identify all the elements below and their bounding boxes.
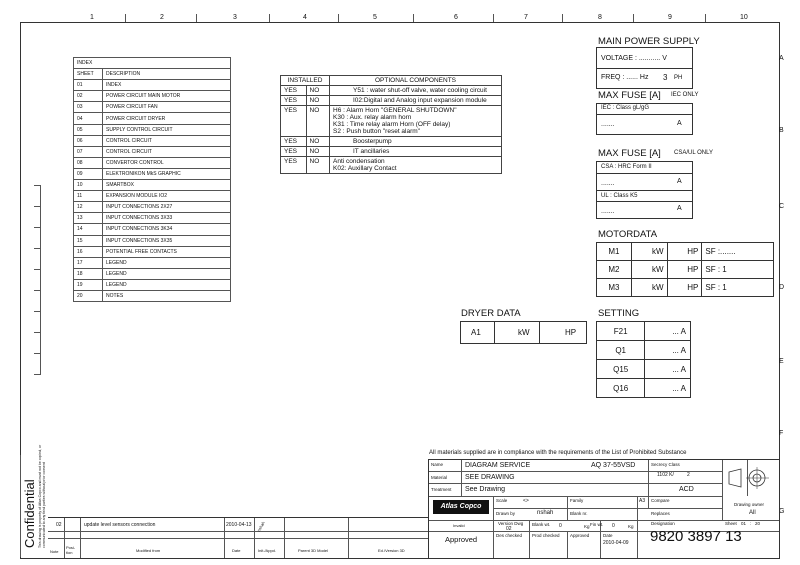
drawn-by-value: nshah [537,510,554,516]
csa-unit: A [677,178,682,185]
option-line: S2 : Push button "reset alarm" [333,128,420,135]
index-header-sheet: SHEET [74,69,103,80]
index-sheet-number: 05 [74,124,103,135]
designation-label: Designation [651,521,675,526]
revision-description: update level sensors connection [84,522,156,528]
index-row [74,224,231,235]
motor-kw: kW [631,243,667,261]
sheet-label: Sheet [725,521,737,526]
projection-symbol-icon [727,464,773,492]
divider [597,114,692,115]
option-line: K02: Auxillary Contact [333,165,397,172]
blank-wt-unit: Kg [584,524,590,529]
prod-checked-label: Prod checked [532,533,560,538]
index-sheet-number: 09 [74,168,103,179]
setting-value: ... A [645,360,691,379]
option-description [330,157,502,174]
option-description [330,147,502,157]
index-description: CONTROL CIRCUIT [103,146,231,157]
column-label: 7 [524,14,528,21]
drawing-owner-label: Drawing owner [734,502,765,507]
column-label: 6 [454,14,458,21]
option-description [330,96,502,106]
ul-value: ....... [601,208,615,215]
index-row [74,257,231,268]
index-row [74,91,231,102]
row-label: B [779,127,784,134]
motor-row [597,243,774,261]
index-description: LEGEND [103,268,231,279]
setting-row [597,360,691,379]
compliance-note: All materials supplied are in compliance with the requirements of the List of Prohibited Substance [429,450,687,456]
approved-status: Approved [445,535,478,544]
ul-class: UL : Class K5 [601,193,638,199]
max-fuse-iec-box [596,103,693,135]
column-divider [413,14,414,22]
index-description: POWER CIRCUIT FAN [103,102,231,113]
options-table [280,75,502,174]
motor-kw: kW [631,261,667,279]
max-fuse-csa-box [596,161,693,219]
index-sheet-number: 20 [74,290,103,301]
fin-wt-label: Fin wt. [590,522,604,527]
sheet-size: A3 [639,498,646,504]
column-label: 5 [373,14,377,21]
family-label: Family [570,498,584,503]
index-table [73,57,231,302]
secrecy-level: 2 [687,472,690,478]
iec-only-note: IEC ONLY [671,92,699,98]
index-description: POWER CIRCUIT DRYER [103,113,231,124]
divider [597,190,692,191]
title-block [428,459,780,559]
drawing-owner-value: All [749,510,756,516]
motor-sf: SF :....... [702,243,774,261]
column-label: 2 [160,14,164,21]
row-label: A [779,55,784,62]
column-divider [196,14,197,22]
fin-wt-value: 0 [612,523,615,529]
index-description: LEGEND [103,257,231,268]
motordata-table [596,242,774,297]
motor-sf: SF : 1 [702,279,774,297]
freq-field: FREQ : ...... Hz [601,74,649,81]
motor-hp: HP [667,279,702,297]
option-line: Anti condensation [333,158,385,165]
index-sheet-number: 18 [74,268,103,279]
secrecy-value: 1102 K/ [657,472,674,478]
column-divider [125,14,126,22]
motordata-title: MOTORDATA [598,229,658,240]
option-row [281,96,502,106]
index-sheet-number: 15 [74,235,103,246]
index-header-desc: DESCRIPTION [103,69,231,80]
revision-version: 02 [56,522,62,528]
ul-unit: A [677,205,682,212]
option-row [281,137,502,147]
index-row [74,213,231,224]
main-power-title: MAIN POWER SUPPLY [598,36,700,47]
version-value: 02 [506,526,512,532]
setting-row [597,379,691,398]
index-description: INDEX [103,80,231,91]
setting-id: F21 [597,322,645,341]
index-row [74,268,231,279]
index-row [74,124,231,135]
option-line: Y51 : water shut-off valve, water cooling circuit [353,87,487,94]
treatment-label: Treatment [431,487,452,492]
blank-wt-value: 0 [559,523,562,529]
index-sheet-number: 13 [74,213,103,224]
motor-kw: kW [631,279,667,297]
option-yes[interactable]: YES [281,137,307,147]
setting-value: ... A [645,322,691,341]
blank-wt-label: Blank wt. [532,522,551,527]
index-sheet-number: 11 [74,191,103,202]
fin-wt-unit: Kg [628,524,634,529]
dryer-title: DRYER DATA [461,308,521,319]
column-label: 3 [233,14,237,21]
motor-row [597,261,774,279]
rev-header-note: Note [50,549,59,554]
setting-row [597,322,691,341]
max-fuse-csa-title: MAX FUSE [A] [598,148,661,159]
divider [494,322,495,343]
column-label: 4 [303,14,307,21]
index-sheet-number: 04 [74,113,103,124]
column-divider [562,14,563,22]
index-description: LEGEND [103,279,231,290]
column-label: 1 [90,14,94,21]
index-row [74,113,231,124]
index-description: CONTROL CIRCUIT [103,135,231,146]
rev-header-modified: Modified from [136,548,161,553]
row-label: G [779,508,785,515]
material-label: Material [431,475,448,480]
motor-id: M2 [597,261,632,279]
index-sheet-number: 01 [74,80,103,91]
motor-id: M1 [597,243,632,261]
sheet-of: : [750,521,752,526]
scale-value: <> [523,498,529,504]
option-no[interactable]: NO [306,86,329,96]
approved-label: Approved [570,533,590,538]
confidential-label: Confidential [22,479,37,548]
index-row [74,290,231,301]
index-row [74,146,231,157]
index-row [74,168,231,179]
option-description [330,106,502,137]
divider [597,173,692,174]
option-no[interactable]: NO [306,106,329,137]
option-line: Boosterpump [353,138,392,145]
atlas-copco-logo: Atlas Copco [433,500,489,514]
index-sheet-number: 07 [74,146,103,157]
iec-unit: A [677,120,682,127]
setting-id: Q16 [597,379,645,398]
index-description: NOTES [103,290,231,301]
index-sheet-number: 02 [74,91,103,102]
index-description: SUPPLY CONTROL CIRCUIT [103,124,231,135]
setting-value: ... A [645,379,691,398]
index-title: INDEX [74,58,231,69]
column-divider [338,14,339,22]
index-sheet-number: 12 [74,202,103,213]
index-row [74,191,231,202]
max-fuse-iec-title: MAX FUSE [A] [598,90,661,101]
index-description: POTENTIAL FREE CONTACTS [103,246,231,257]
column-label: 9 [668,14,672,21]
options-header-components: OPTIONAL COMPONENTS [330,76,502,86]
motor-row [597,279,774,297]
drawing-number: 9820 3897 13 [650,528,742,545]
index-description: SMARTBOX [103,180,231,191]
rev-header-init: Init./Appd. [258,548,277,553]
index-row [74,279,231,290]
dryer-box [460,321,587,344]
index-sheet-number: 14 [74,224,103,235]
option-no[interactable]: NO [306,147,329,157]
sheet-number: 01 [741,521,747,526]
index-sheet-number: 10 [74,180,103,191]
motor-hp: HP [667,261,702,279]
revision-initials: nshah [256,520,266,533]
option-no[interactable]: NO [306,96,329,106]
setting-id: Q1 [597,341,645,360]
column-divider [269,14,270,22]
column-label: 10 [740,14,748,21]
index-description: INPUT CONNECTIONS 3X33 [103,213,231,224]
index-sheet-number: 19 [74,279,103,290]
option-description [330,86,502,96]
row-label: E [779,358,784,365]
index-sheet-number: 16 [74,246,103,257]
rev-header-edversion: Ed./Version 3D [378,548,405,553]
machine-model: AQ 37-55VSD [591,462,636,469]
drawn-by-label: Drawn by [496,511,516,516]
option-row [281,106,502,137]
index-description: POWER CIRCUIT MAIN MOTOR [103,91,231,102]
motor-sf: SF : 1 [702,261,774,279]
index-row [74,135,231,146]
csa-value: ....... [601,180,615,187]
confidential-note: This drawing is property of Atlas Copco and must not be copied, or communicated to any third parties without prior consent [38,444,46,548]
option-yes[interactable]: YES [281,96,307,106]
secrecy-label: Secrecy Class [651,462,680,467]
option-line: I02:Digital and Analog input expansion module [353,97,487,104]
index-sheet-number: 06 [74,135,103,146]
index-description: ELEKTRONIKON MkS GRAPHIC [103,168,231,179]
option-no[interactable]: NO [306,137,329,147]
dryer-hp: HP [565,328,577,337]
status-label: Invalid [453,523,465,528]
row-label: D [779,284,785,291]
index-row [74,102,231,113]
option-row [281,157,502,174]
index-row [74,180,231,191]
rev-header-parent: Parent 3D Model [298,548,329,553]
option-yes[interactable]: YES [281,106,307,137]
column-label: 8 [598,14,602,21]
option-line: IT ancillaries [353,148,390,155]
option-line: K30 : Aux. relay alarm horn [333,114,412,121]
sheet-total: 20 [755,521,761,526]
compare-label: Compare [651,498,670,503]
index-row [74,246,231,257]
replaces-label: Replaces [651,511,670,516]
motor-hp: HP [667,243,702,261]
option-line: H6 : Alarm Horn "GENERAL SHUTDOWN" [333,107,457,114]
index-description: CONVERTOR CONTROL [103,157,231,168]
index-sheet-number: 08 [74,157,103,168]
acd-label: ACD [679,486,694,493]
des-checked-label: Des checked [496,533,523,538]
divider [597,201,692,202]
divider [539,322,540,343]
index-description: INPUT CONNECTIONS 2X27 [103,202,231,213]
left-margin [0,0,20,565]
voltage-field: VOLTAGE : ........... V [601,55,667,62]
name-label: Name [431,462,444,467]
column-divider [633,14,634,22]
index-description: EXPANSION MODULE IO2 [103,191,231,202]
option-yes[interactable]: YES [281,147,307,157]
phase-value: 3 [663,73,668,82]
scale-label: Scale [496,498,508,503]
index-sheet-number: 17 [74,257,103,268]
options-header-installed: INSTALLED [281,76,330,86]
option-yes[interactable]: YES [281,86,307,96]
rev-header-position: Posi-tion [66,545,76,555]
index-sheet-number: 03 [74,102,103,113]
row-label: C [779,203,785,210]
dryer-a1: A1 [471,328,481,337]
setting-table [596,321,691,398]
phase-unit: PH [674,75,683,81]
row-label: F [779,430,784,437]
setting-row [597,341,691,360]
column-divider [493,14,494,22]
motor-id: M3 [597,279,632,297]
index-description: INPUT CONNECTIONS 3K34 [103,224,231,235]
material-value: SEE DRAWING [465,474,515,481]
csa-only-note: CSA/UL ONLY [674,150,714,156]
index-row [74,202,231,213]
csa-class: CSA : HRC Form II [601,164,652,170]
index-description: INPUT CONNECTIONS 3X35 [103,235,231,246]
option-yes[interactable]: YES [281,157,307,174]
revision-date: 2010-04-13 [226,522,252,528]
option-line: K31 : Time relay alarm Horn (OFF delay) [333,121,451,128]
drawing-name: DIAGRAM SERVICE [465,462,531,469]
main-power-box [596,47,693,89]
index-row [74,235,231,246]
divider [597,68,692,69]
index-row [74,80,231,91]
iec-value: ....... [601,121,615,128]
margin-line [40,185,41,375]
option-row [281,147,502,157]
setting-value: ... A [645,341,691,360]
version-label: Version Dwg [498,521,524,526]
revision-block [48,517,428,558]
blank-nr-label: Blank nr. [570,511,588,516]
setting-title: SETTING [598,308,640,319]
date-value: 2010-04-09 [603,540,629,546]
rev-header-date: Date [232,548,241,553]
dryer-kw: kW [518,328,530,337]
iec-class: IEC : Class gL/gG [601,105,650,111]
index-row [74,157,231,168]
option-row [281,86,502,96]
date-label: Date [603,533,613,538]
setting-id: Q15 [597,360,645,379]
treatment-value: See Drawing [465,486,506,493]
column-divider [705,14,706,22]
option-description [330,137,502,147]
left-tick-marks [34,185,40,380]
option-no[interactable]: NO [306,157,329,174]
